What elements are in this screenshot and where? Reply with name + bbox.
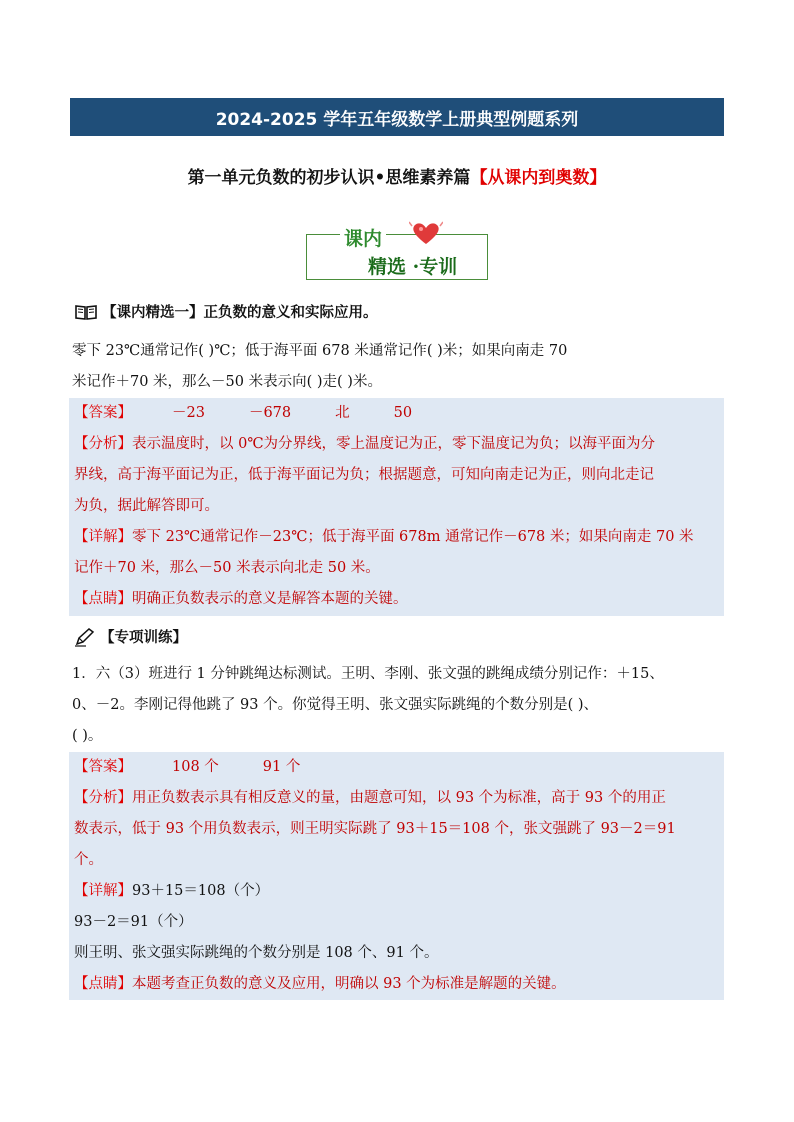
tip-text: 明确正负数表示的意义是解答本题的关键。: [132, 591, 408, 607]
analysis-text: 界线，高于海平面记为正，低于海平面记为负；根据题意，可知向南走记为正，则向北走记: [74, 467, 654, 483]
section-badge: [306, 220, 488, 280]
detail-label: 【详解】: [74, 529, 132, 545]
answer-value: －23: [172, 405, 205, 421]
tip-line: [74, 584, 722, 615]
pen-icon: [74, 627, 96, 647]
section1-title: 【课内精选一】正负数的意义和实际应用。: [102, 305, 378, 321]
analysis-label: 【分析】: [74, 790, 132, 806]
answer-value: 北: [335, 405, 350, 421]
badge-line1: 课内: [340, 224, 386, 251]
page-subtitle: [0, 163, 794, 188]
analysis-line: [74, 429, 722, 460]
answer-line: [74, 398, 722, 429]
section1-heading: [74, 301, 378, 322]
heart-icon: [409, 220, 443, 246]
answer-value: 108 个: [172, 759, 219, 775]
subtitle-main: 第一单元负数的初步认识•思维素养篇: [187, 168, 471, 188]
tip-text: 本题考查正负数的意义及应用，明确以 93 个为标准是解题的关键。: [132, 976, 566, 992]
answer-value: －678: [248, 405, 292, 421]
question-line: ( )。: [72, 728, 103, 744]
analysis-text: 为负，据此解答即可。: [74, 498, 219, 514]
question-line: 零下 23℃通常记作( )℃；低于海平面 678 米通常记作( )米；如果向南走 70: [72, 343, 568, 359]
analysis-text: 表示温度时，以 0℃为分界线，零上温度记为正，零下温度记为负；以海平面为分: [132, 436, 656, 452]
question-2: [72, 659, 722, 752]
answer-line: [74, 752, 722, 783]
detail-text: 零下 23℃通常记作－23℃；低于海平面 678m 通常记作－678 米；如果向南走 70 米: [132, 529, 694, 545]
subtitle-accent: 【从课内到奥数】: [470, 168, 607, 188]
tip-line: [74, 969, 722, 1000]
answer-value: 91 个: [262, 759, 301, 775]
question-line: 米记作＋70 米，那么－50 米表示向( )走( )米。: [72, 374, 382, 390]
detail-text: 记作＋70 米，那么－50 米表示向北走 50 米。: [74, 560, 380, 576]
section2-heading: [74, 626, 187, 647]
answer-value: 50: [393, 405, 413, 421]
badge-line2: 精选 ·专训: [368, 256, 458, 278]
answer-label: 【答案】: [74, 759, 132, 775]
question-line: 0、－2。李刚记得他跳了 93 个。你觉得王明、张文强实际跳绳的个数分别是( )、: [72, 697, 599, 713]
tip-label: 【点睛】: [74, 591, 132, 607]
question-1: [72, 336, 722, 398]
detail-line: [74, 876, 722, 907]
analysis-label: 【分析】: [74, 436, 132, 452]
detail-text: 93＋15＝108（个）: [132, 883, 270, 899]
detail-text: 93－2＝91（个）: [74, 914, 193, 930]
answer-box-1: [69, 398, 724, 616]
tip-label: 【点睛】: [74, 976, 132, 992]
answer-box-2: [69, 752, 724, 1000]
book-icon: [74, 303, 98, 321]
analysis-line: [74, 783, 722, 814]
title-banner: [70, 98, 724, 136]
banner-title: 2024-2025 学年五年级数学上册典型例题系列: [215, 109, 579, 130]
answer-label: 【答案】: [74, 405, 132, 421]
detail-label: 【详解】: [74, 883, 132, 899]
analysis-text: 数表示，低于 93 个用负数表示，则王明实际跳了 93＋15＝108 个，张文强跳了 93－2＝91: [74, 821, 676, 837]
analysis-text: 用正负数表示具有相反意义的量，由题意可知，以 93 个为标准，高于 93 个的用正: [132, 790, 666, 806]
analysis-text: 个。: [74, 852, 103, 868]
detail-line: [74, 522, 722, 553]
section2-title: 【专项训练】: [100, 630, 187, 646]
detail-text: 则王明、张文强实际跳绳的个数分别是 108 个、91 个。: [74, 945, 439, 961]
question-line: 1．六（3）班进行 1 分钟跳绳达标测试。王明、李刚、张文强的跳绳成绩分别记作：＋15、: [72, 666, 664, 682]
